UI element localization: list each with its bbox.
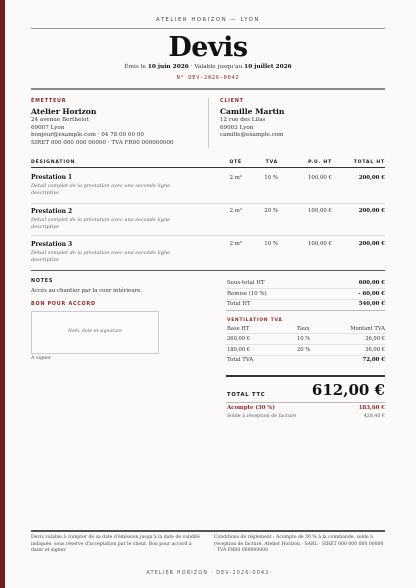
col-total: TOTAL HT [353,160,385,165]
client-address: 12 rue des Lilas [220,117,266,124]
row-1-qty: 2 m² [229,175,242,181]
vat-row-1-rate: 10 % [297,336,311,342]
deposit-label: Acompte (30 %) [227,405,275,411]
col-designation: DÉSIGNATION [31,160,76,165]
notes-label: NOTES [31,279,54,284]
row-1-unit-price: 100,00 € [307,175,332,181]
valid-date: 10 juillet 2026 [244,64,292,70]
issued-date: 10 juin 2026 [147,64,189,70]
vat-row-1-base: 360,00 € [227,336,251,342]
subtotal-label: Sous-total HT [227,280,265,286]
discount-value: - 60,00 € [358,291,385,297]
vat-col-amount: Montant TVA [350,326,385,332]
footer-reference: ATELIER HORIZON · DEV-2026-0042 [146,571,270,576]
document-title: Devis [168,32,248,63]
col-unit-price: P.U. HT [308,160,332,165]
table-bottom-rule [31,270,385,271]
issuer-label: ÉMETTEUR [31,99,67,104]
accent-bar [0,0,5,588]
total-ht-value: 540,00 € [358,301,385,307]
deposit-value: 183,60 € [358,405,385,411]
signature-box[interactable] [31,311,159,354]
signature-hint: Nom, date et signature [68,329,122,334]
ttc-value: 612,00 € [311,381,385,399]
subtotal-value: 600,00 € [358,280,385,286]
row-3-vat: 10 % [264,241,278,247]
company-brand: ATELIER HORIZON — LYON [156,17,260,23]
row-divider [31,235,385,236]
row-3-qty: 2 m² [229,241,242,247]
row-3-total: 200,00 € [358,241,385,247]
row-3-name: Prestation 3 [31,241,73,248]
table-header-rule [31,167,385,168]
vat-row-2-rate: 20 % [297,347,311,353]
client-label: CLIENT [220,99,244,104]
row-2-unit-price: 100,00 € [307,208,332,214]
row-3-description: Détail complet de la prestation avec une seconde ligne descriptive [31,250,171,263]
total-vat-value: 72,00 € [362,357,385,363]
row-2-total: 200,00 € [358,208,385,214]
issuer-address: 24 avenue Berthelot [31,117,89,124]
client-block [220,98,284,140]
row-divider [31,203,385,204]
total-ht-label: Total HT [227,301,251,307]
issuer-city: 69007 Lyon [31,124,65,131]
balance-label: Solde à réception de facture [227,414,297,419]
vat-divider [226,344,385,345]
row-1-name: Prestation 1 [31,174,73,181]
row-1-vat: 10 % [264,175,278,181]
issuer-legal: SIRET 000 000 000 00000 · TVA FR00 000000000 [31,139,174,146]
row-2-description: Détail complet de la prestation avec une seconde ligne descriptive [31,217,171,230]
totals-divider [226,402,385,403]
valid-label: · Valable jusqu'au [190,64,243,70]
row-2-vat: 20 % [264,208,278,214]
issuer-name: Atelier Horizon [31,107,97,117]
totals-divider [226,288,385,289]
vat-row-2-base: 180,00 € [227,347,251,353]
vat-divider [226,355,385,356]
row-2-qty: 2 m² [229,208,242,214]
balance-value: 428,40 € [363,414,385,419]
ttc-rule [226,375,385,377]
quote-reference: N° DEV-2026-0042 [176,75,240,81]
footer-payment-terms: Conditions de règlement : Acompte de 30 % à la commande, solde à réception de facture. Atelier Horizon · SARL · SIRET 000 000 000 00000 · TVA FR00 000000000 [214,535,384,554]
footer-validity-text: Devis valable à compter de sa date d'émission jusqu'à la date de validité indiquée, sous réserve d'acceptation par le client. Bon pour accord à dater et signer. [31,535,200,554]
totals-divider [226,310,385,311]
validity-line [0,64,416,70]
totals-divider [226,299,385,300]
discount-label: Remise (10 %) [227,291,267,297]
party-divider [208,98,209,148]
issuer-contact: bonjour@example.com · 04 78 00 00 00 [31,132,144,139]
top-divider [31,28,385,29]
vat-row-1-amount: 36,00 € [365,336,385,342]
vat-divider [226,333,385,334]
signature-status: À signer [31,356,52,361]
row-2-name: Prestation 2 [31,208,73,215]
vat-breakdown-label: VENTILATION TVA [227,318,283,323]
col-qty: QTÉ [229,160,242,165]
client-email: camille@example.com [220,132,284,139]
footer-rule [31,530,385,532]
total-vat-label: Total TVA [227,357,254,363]
row-1-total: 200,00 € [358,175,385,181]
issuer-block [31,98,174,147]
col-vat: TVA [265,160,278,165]
vat-col-rate: Taux [297,326,310,332]
vat-col-base: Base HT [227,326,250,332]
header-divider [31,88,385,90]
approval-label: BON POUR ACCORD [31,302,96,307]
client-city: 69003 Lyon [220,124,254,131]
ttc-label: TOTAL TTC [227,392,266,398]
row-3-unit-price: 100,00 € [307,241,332,247]
vat-row-2-amount: 36,00 € [365,347,385,353]
notes-text: Accès au chantier par la cour intérieure. [31,288,143,294]
issued-label: Émis le [124,64,146,70]
client-name: Camille Martin [220,107,285,117]
row-1-description: Détail complet de la prestation avec une seconde ligne descriptive [31,183,171,196]
